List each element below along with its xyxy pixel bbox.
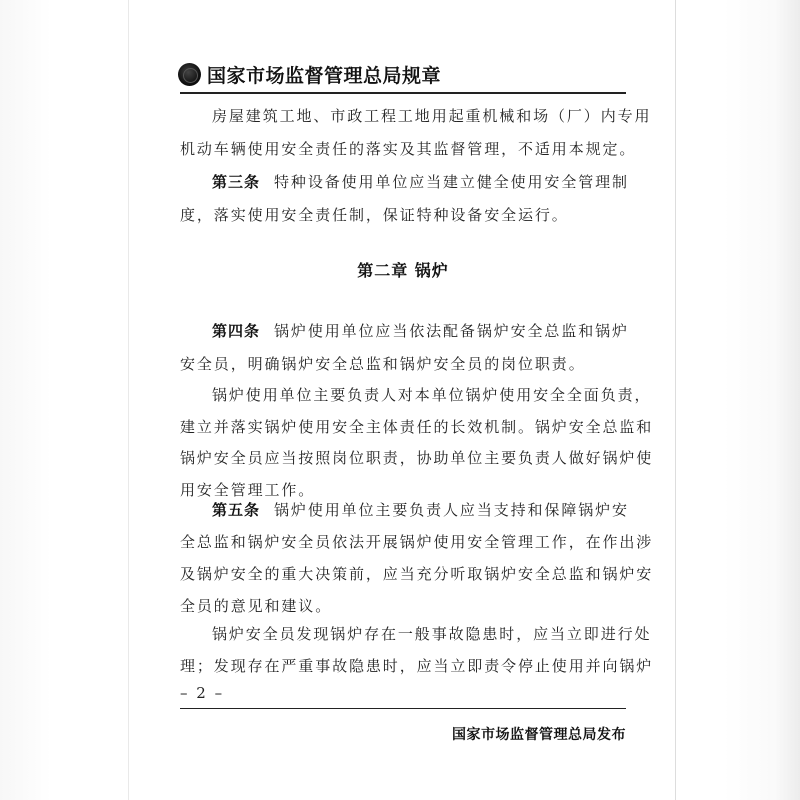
text-line: 及锅炉安全的重大决策前，应当充分听取锅炉安全总监和锅炉安 bbox=[180, 565, 654, 583]
footer-divider bbox=[180, 708, 626, 709]
publisher-footer: 国家市场监督管理总局发布 bbox=[452, 727, 626, 743]
text-line: 锅炉安全员发现锅炉存在一般事故隐患时，应当立即进行处 bbox=[212, 625, 652, 643]
header-divider bbox=[180, 92, 626, 94]
text-line: 机动车辆使用安全责任的落实及其监督管理，不适用本规定。 bbox=[180, 140, 637, 158]
header-title: 国家市场监督管理总局规章 bbox=[207, 64, 442, 87]
text-line: 全员的意见和建议。 bbox=[180, 597, 333, 615]
article-5-label: 第五条 bbox=[212, 501, 261, 519]
page-number: – 2 – bbox=[180, 684, 225, 702]
national-emblem-icon bbox=[178, 63, 201, 86]
article-4-first-line bbox=[212, 320, 629, 341]
article-3-first-line bbox=[212, 171, 629, 192]
text-line: 全总监和锅炉安全员依法开展锅炉使用安全管理工作，在作出涉 bbox=[180, 533, 654, 551]
text-line: 建立并落实锅炉使用安全主体责任的长效机制。锅炉安全总监和 bbox=[180, 418, 654, 436]
text-line: 用安全管理工作。 bbox=[180, 481, 316, 499]
article-5-first-line bbox=[212, 499, 629, 520]
text-span: 特种设备使用单位应当建立健全使用安全管理制 bbox=[274, 173, 629, 191]
text-line: 理；发现存在严重事故隐患时，应当立即责令停止使用并向锅炉 bbox=[180, 657, 654, 675]
article-4-label: 第四条 bbox=[212, 322, 261, 340]
page-header bbox=[178, 57, 441, 91]
left-background bbox=[0, 0, 128, 800]
text-span: 锅炉使用单位应当依法配备锅炉安全总监和锅炉 bbox=[274, 322, 629, 340]
text-line: 安全员，明确锅炉安全总监和锅炉安全员的岗位职责。 bbox=[180, 355, 586, 373]
text-line: 锅炉使用单位主要负责人对本单位锅炉使用安全全面负责， bbox=[212, 386, 652, 404]
text-line: 房屋建筑工地、市政工程工地用起重机械和场（厂）内专用 bbox=[212, 107, 652, 125]
text-line: 度，落实使用安全责任制，保证特种设备安全运行。 bbox=[180, 206, 569, 224]
article-3-label: 第三条 bbox=[212, 173, 261, 191]
text-span: 锅炉使用单位主要负责人应当支持和保障锅炉安 bbox=[274, 501, 629, 519]
text-line: 锅炉安全员应当按照岗位职责，协助单位主要负责人做好锅炉使 bbox=[180, 449, 654, 467]
right-background bbox=[672, 0, 800, 800]
chapter-heading: 第二章 锅炉 bbox=[357, 261, 449, 280]
